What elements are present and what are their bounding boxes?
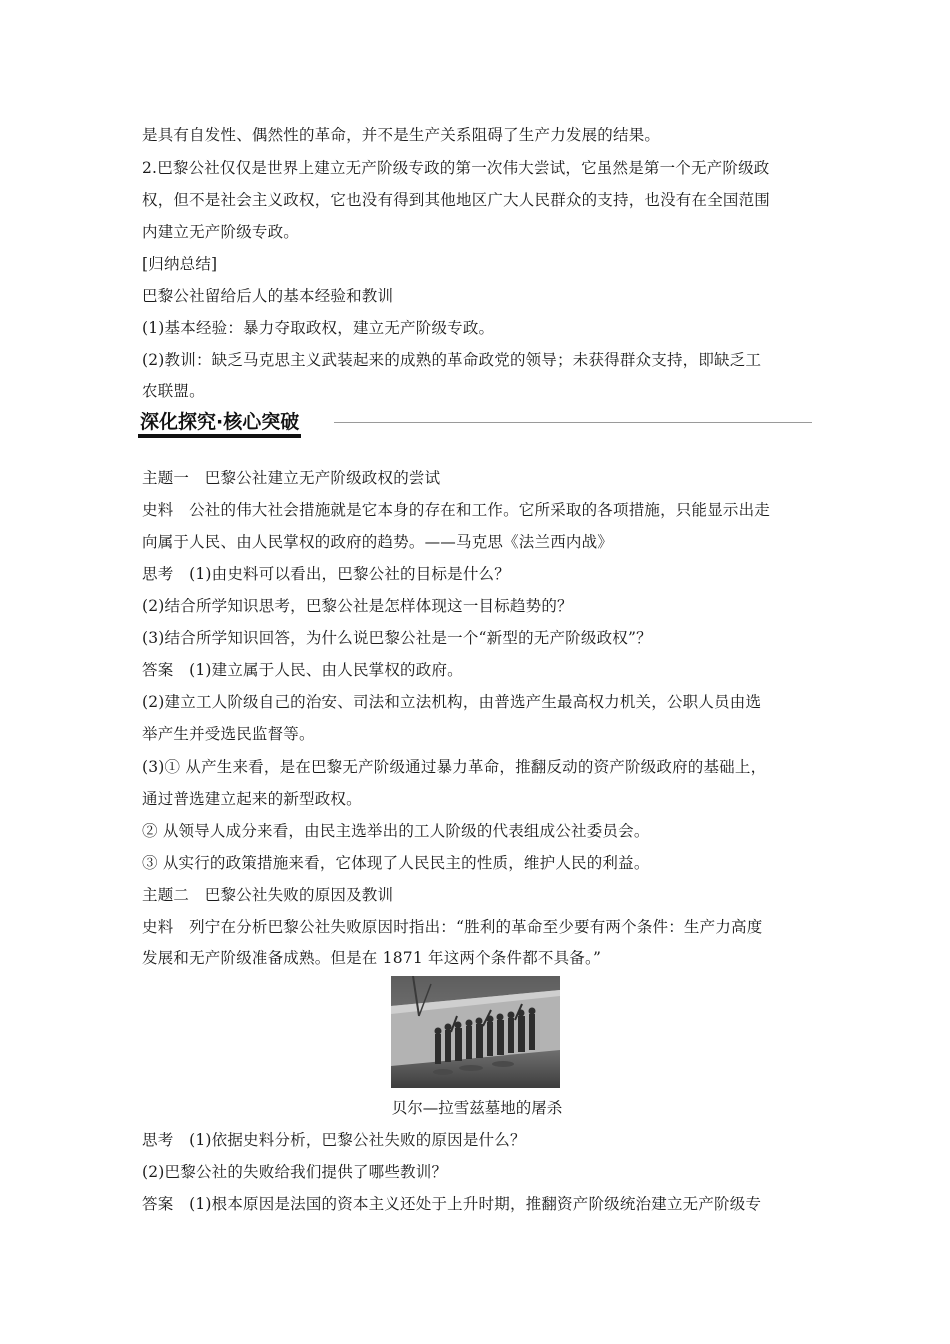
text-line: 向属于人民、由人民掌权的政府的趋势。——马克思《法兰西内战》 (142, 533, 614, 551)
text-line: (2)巴黎公社的失败给我们提供了哪些教训？ (142, 1163, 448, 1181)
text-line: 答案 (1)建立属于人民、由人民掌权的政府。 (142, 661, 463, 679)
text-line: ② 从领导人成分来看，由民主选举出的工人阶级的代表组成公社委员会。 (142, 822, 650, 840)
text-line: 思考 (1)依据史料分析，巴黎公社失败的原因是什么？ (142, 1131, 526, 1149)
text-line: 是具有自发性、偶然性的革命，并不是生产关系阻碍了生产力发展的结果。 (142, 126, 661, 144)
section-header (138, 407, 812, 439)
text-line: 举产生并受选民监督等。 (142, 725, 315, 743)
text-line: 通过普选建立起来的新型政权。 (142, 790, 362, 808)
text-line: (2)结合所学知识思考，巴黎公社是怎样体现这一目标趋势的？ (142, 597, 573, 615)
historical-photo (391, 976, 560, 1088)
text-line: 答案 (1)根本原因是法国的资本主义还处于上升时期，推翻资产阶级统治建立无产阶级专 (142, 1195, 762, 1213)
summary-label: [归纳总结] (142, 255, 218, 273)
text-line: (3)① 从产生来看，是在巴黎无产阶级通过暴力革命，推翻反动的资产阶级政府的基础上， (142, 758, 767, 776)
text-line: 权，但不是社会主义政权，它也没有得到其他地区广大人民群众的支持，也没有在全国范围 (142, 191, 771, 209)
text-line: (2)建立工人阶级自己的治安、司法和立法机构，由普选产生最高权力机关，公职人员由选 (142, 693, 762, 711)
section-title-underline (138, 434, 301, 438)
photo-illustration (391, 976, 560, 1088)
text-line: 史料 列宁在分析巴黎公社失败原因时指出：“胜利的革命至少要有两个条件：生产力高度 (142, 918, 763, 936)
text-line: 农联盟。 (142, 382, 205, 400)
section-divider (334, 422, 812, 423)
topic-heading: 主题二 巴黎公社失败的原因及教训 (142, 886, 394, 904)
summary-heading: 巴黎公社留给后人的基本经验和教训 (142, 287, 394, 305)
text-line: (2)教训：缺乏马克思主义武装起来的成熟的革命政党的领导；未获得群众支持，即缺乏工 (142, 351, 762, 369)
text-line: ③ 从实行的政策措施来看，它体现了人民民主的性质，维护人民的利益。 (142, 854, 650, 872)
figure-caption: 贝尔—拉雪兹墓地的屠杀 (391, 1099, 563, 1117)
text-line: 思考 (1)由史料可以看出，巴黎公社的目标是什么？ (142, 565, 510, 583)
text-line: (1)基本经验：暴力夺取政权，建立无产阶级专政。 (142, 319, 495, 337)
section-title (138, 409, 301, 435)
section-title-text: 深化探究·核心突破 (140, 411, 300, 433)
text-line: 2.巴黎公社仅仅是世界上建立无产阶级专政的第一次伟大尝试，它虽然是第一个无产阶级政 (142, 159, 770, 177)
text-line: 史料 公社的伟大社会措施就是它本身的存在和工作。它所采取的各项措施，只能显示出走 (142, 501, 771, 519)
text-line: 内建立无产阶级专政。 (142, 223, 300, 241)
text-line: 发展和无产阶级准备成熟。但是在 1871 年这两个条件都不具备。” (142, 949, 602, 967)
text-line: (3)结合所学知识回答，为什么说巴黎公社是一个“新型的无产阶级政权”？ (142, 629, 652, 647)
topic-heading: 主题一 巴黎公社建立无产阶级政权的尝试 (142, 469, 441, 487)
